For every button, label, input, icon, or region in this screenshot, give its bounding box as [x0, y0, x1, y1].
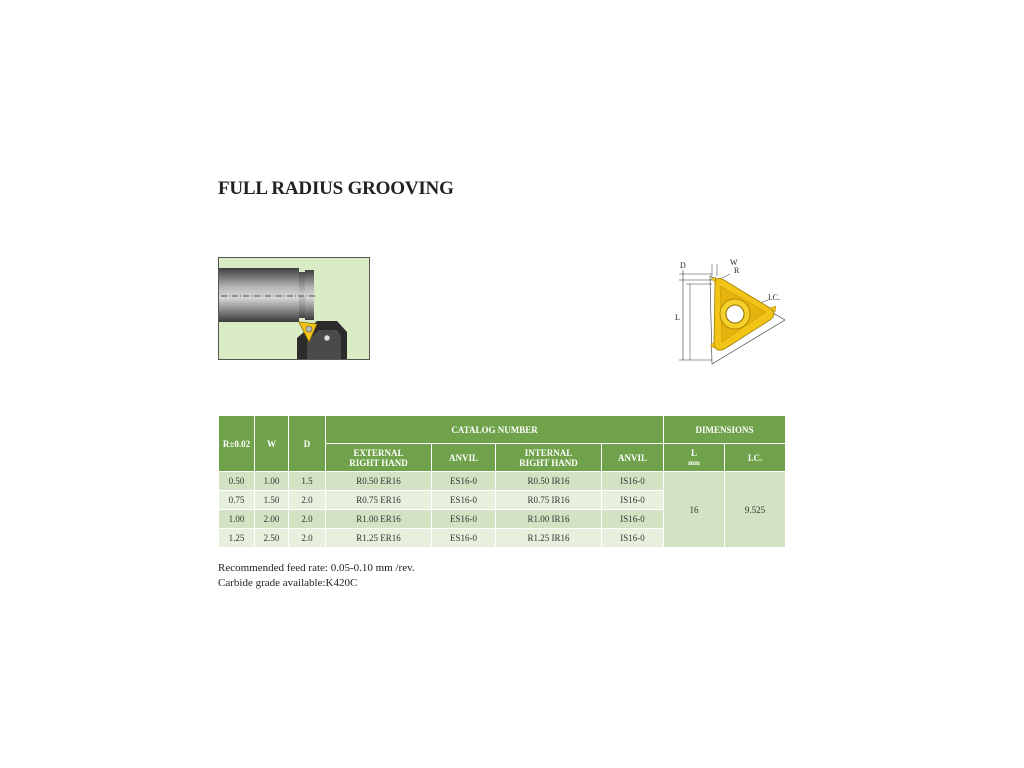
grooving-setup-illustration [218, 257, 370, 360]
cell-internal: R0.50 IR16 [496, 472, 602, 491]
page-title: FULL RADIUS GROOVING [218, 178, 454, 199]
header-d: D [289, 416, 326, 472]
table-row [219, 472, 786, 491]
cell-w: 2.00 [255, 510, 289, 529]
header-dimensions: DIMENSIONS [664, 416, 786, 444]
cell-r: 1.00 [219, 510, 255, 529]
cell-w: 2.50 [255, 529, 289, 548]
cell-internal: R0.75 IR16 [496, 491, 602, 510]
cell-d: 2.0 [289, 491, 326, 510]
cell-anvil-external: ES16-0 [432, 510, 496, 529]
cell-dimension-l: 16 [664, 472, 725, 548]
cell-r: 0.50 [219, 472, 255, 491]
cell-anvil-external: ES16-0 [432, 529, 496, 548]
cell-external: R1.25 ER16 [326, 529, 432, 548]
header-internal-line2: RIGHT HAND [519, 457, 578, 468]
cell-external: R0.75 ER16 [326, 491, 432, 510]
label-ic: I.C. [768, 293, 780, 302]
label-r: R [734, 266, 740, 275]
carbide-grade-note: Carbide grade available:K420C [218, 577, 358, 589]
label-l: L [675, 313, 680, 322]
notes [218, 561, 415, 591]
header-l [664, 444, 725, 472]
cell-r: 0.75 [219, 491, 255, 510]
cell-anvil-internal: IS16-0 [602, 529, 664, 548]
cell-internal: R1.25 IR16 [496, 529, 602, 548]
feed-rate-note: Recommended feed rate: 0.05-0.10 mm /rev. [218, 562, 415, 574]
header-internal-line1: INTERNAL [524, 447, 573, 458]
label-w: W [730, 258, 738, 267]
header-w: W [255, 416, 289, 472]
cell-anvil-external: ES16-0 [432, 491, 496, 510]
cell-w: 1.50 [255, 491, 289, 510]
cell-w: 1.00 [255, 472, 289, 491]
cell-anvil-internal: IS16-0 [602, 510, 664, 529]
header-external-line2: RIGHT HAND [349, 457, 408, 468]
spec-table [218, 415, 786, 548]
cell-anvil-external: ES16-0 [432, 472, 496, 491]
header-external [326, 444, 432, 472]
header-catalog-number: CATALOG NUMBER [326, 416, 664, 444]
cell-dimension-ic: 9.525 [725, 472, 786, 548]
header-ic: I.C. [725, 444, 786, 472]
cell-anvil-internal: IS16-0 [602, 491, 664, 510]
cell-anvil-internal: IS16-0 [602, 472, 664, 491]
header-external-line1: EXTERNAL [353, 447, 404, 458]
cell-external: R0.50 ER16 [326, 472, 432, 491]
header-internal [496, 444, 602, 472]
header-anvil-internal: ANVIL [602, 444, 664, 472]
header-r: R±0.02 [219, 416, 255, 472]
cell-r: 1.25 [219, 529, 255, 548]
cell-d: 1.5 [289, 472, 326, 491]
header-l-label: L [691, 447, 698, 458]
insert-drawing [672, 256, 790, 368]
insert-dimension-diagram [672, 256, 790, 368]
label-d: D [680, 261, 686, 270]
header-l-unit: mm [688, 458, 700, 467]
header-anvil-external: ANVIL [432, 444, 496, 472]
workpiece-tool-drawing [219, 258, 369, 359]
cell-internal: R1.00 IR16 [496, 510, 602, 529]
cell-d: 2.0 [289, 529, 326, 548]
cell-d: 2.0 [289, 510, 326, 529]
cell-external: R1.00 ER16 [326, 510, 432, 529]
